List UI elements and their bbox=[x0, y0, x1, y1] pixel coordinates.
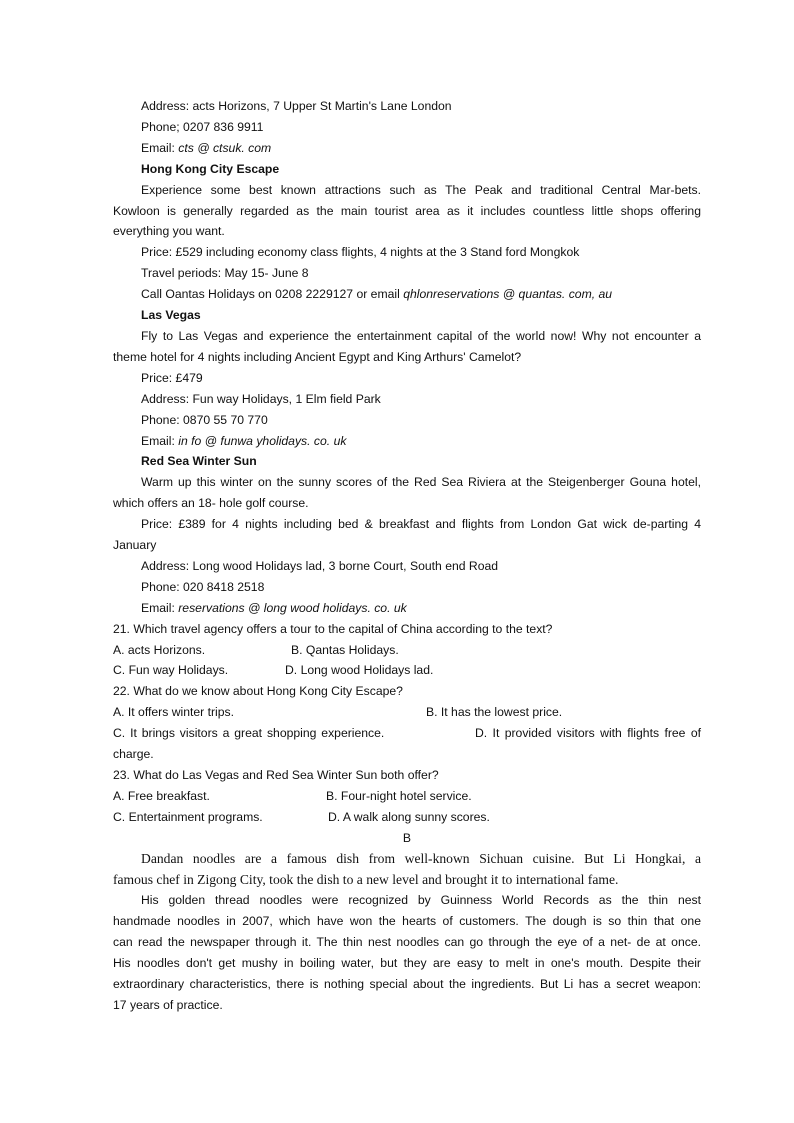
passage-b-paragraph-line: extraordinary characteristics, there is nothing special about the ingredients. But Li has a secret weapon: bbox=[113, 977, 701, 992]
hongkong-call-line bbox=[113, 284, 701, 305]
question-21-options-row bbox=[113, 660, 701, 681]
option-d: D. It provided visitors with flights free of bbox=[474, 726, 701, 741]
lasvegas-email[interactable]: in fo @ funwa yholidays. co. uk bbox=[178, 433, 347, 448]
question-23-options-row bbox=[113, 807, 701, 828]
london-address: Address: acts Horizons, 7 Upper St Martin's Lane London bbox=[141, 99, 452, 113]
option-b: B. Qantas Holidays. bbox=[291, 642, 399, 657]
lasvegas-desc-line: theme hotel for 4 nights including Ancient Egypt and King Arthurs' Camelot? bbox=[113, 349, 522, 364]
passage-b-paragraph-line: His golden thread noodles were recognized by Guinness World Records as the thin nest bbox=[141, 893, 701, 908]
hongkong-desc-line: Experience some best known attractions such as The Peak and traditional Central Mar-bets. bbox=[141, 182, 701, 197]
email-label: Email: bbox=[141, 600, 179, 615]
london-phone: Phone; 0207 836 9911 bbox=[141, 119, 264, 134]
lasvegas-heading: Las Vegas bbox=[141, 308, 201, 323]
passage-b-paragraph-line: famous chef in Zigong City, took the dish to a new level and brought it to international fame. bbox=[113, 871, 619, 887]
lasvegas-phone: Phone: 0870 55 70 770 bbox=[141, 412, 268, 427]
email-label: Email: bbox=[141, 140, 179, 155]
option-d: D. Long wood Holidays lad. bbox=[285, 663, 434, 678]
redsea-desc-line: which offers an 18- hole golf course. bbox=[113, 496, 309, 511]
document-page bbox=[113, 96, 701, 1016]
hongkong-email[interactable]: qhlonreservations @ quantas. com, au bbox=[403, 287, 613, 302]
hongkong-desc-line: Kowloon is generally regarded as the main tourist area as it includes countless little shops offering bbox=[113, 203, 701, 218]
hongkong-desc-line: everything you want. bbox=[113, 224, 225, 239]
lasvegas-price: Price: £479 bbox=[141, 370, 203, 385]
passage-b-label: B bbox=[402, 830, 412, 845]
email-label: Email: bbox=[141, 433, 179, 448]
option-a: A. Free breakfast. bbox=[113, 788, 210, 803]
redsea-heading: Red Sea Winter Sun bbox=[141, 454, 257, 469]
question-22-options-row bbox=[113, 723, 701, 744]
redsea-price-line: Price: £389 for 4 nights including bed & breakfast and flights from London Gat wick de-parting 4 bbox=[141, 517, 701, 532]
redsea-email[interactable]: reservations @ long wood holidays. co. uk bbox=[178, 600, 407, 615]
question-22-options-row bbox=[113, 702, 701, 723]
option-b: B. It has the lowest price. bbox=[426, 705, 563, 720]
option-c: C. Fun way Holidays. bbox=[113, 663, 229, 678]
option-a: A. acts Horizons. bbox=[113, 642, 206, 657]
hongkong-price: Price: £529 including economy class flights, 4 nights at the 3 Stand ford Mongkok bbox=[141, 245, 580, 260]
option-d-continuation: charge. bbox=[113, 747, 154, 762]
hongkong-call-text: Call Oantas Holidays on 0208 2229127 or email bbox=[141, 287, 404, 302]
option-c: C. It brings visitors a great shopping experience. bbox=[113, 726, 385, 741]
lasvegas-address: Address: Fun way Holidays, 1 Elm field Park bbox=[141, 391, 381, 406]
redsea-email-line bbox=[113, 598, 701, 619]
question-22: 22. What do we know about Hong Kong City Escape? bbox=[113, 684, 403, 699]
passage-b-paragraph-line: Dandan noodles are a famous dish from well-known Sichuan cuisine. But Li Hongkai, a bbox=[141, 850, 701, 866]
passage-b-paragraph-line: handmade noodles in 2007, which have won the hearts of customers. The dough is so thin that one bbox=[113, 914, 701, 929]
hongkong-heading: Hong Kong City Escape bbox=[141, 161, 280, 176]
option-d: D. A walk along sunny scores. bbox=[328, 809, 490, 824]
question-21-options-row bbox=[113, 640, 701, 661]
redsea-phone: Phone: 020 8418 2518 bbox=[141, 579, 265, 594]
hongkong-travel-periods: Travel periods: May 15- June 8 bbox=[141, 266, 309, 281]
london-email-line bbox=[113, 138, 701, 159]
lasvegas-desc-line: Fly to Las Vegas and experience the entertainment capital of the world now! Why not encounter a bbox=[141, 328, 701, 343]
question-23: 23. What do Las Vegas and Red Sea Winter Sun both offer? bbox=[113, 768, 439, 782]
question-21: 21. Which travel agency offers a tour to the capital of China according to the text? bbox=[113, 621, 553, 636]
london-email[interactable]: cts @ ctsuk. com bbox=[178, 140, 272, 155]
passage-b-paragraph-line: 17 years of practice. bbox=[113, 997, 223, 1012]
option-a: A. It offers winter trips. bbox=[113, 705, 235, 720]
option-c: C. Entertainment programs. bbox=[113, 809, 263, 824]
redsea-price-line: January bbox=[113, 538, 157, 553]
redsea-address: Address: Long wood Holidays lad, 3 borne Court, South end Road bbox=[141, 558, 499, 573]
lasvegas-email-line bbox=[113, 431, 701, 452]
passage-b-paragraph-line: His noodles don't get mushy in boiling water, but they are easy to melt in one's mouth. Despite their bbox=[113, 956, 701, 971]
option-b: B. Four-night hotel service. bbox=[326, 788, 472, 803]
question-23-options-row bbox=[113, 786, 701, 807]
passage-b-paragraph-line: can read the newspaper through it. The thin nest noodles can go through the eye of a net- de at once. bbox=[113, 935, 701, 950]
redsea-desc-line: Warm up this winter on the sunny scores of the Red Sea Riviera at the Steigenberger Gouna hotel, bbox=[141, 475, 701, 490]
